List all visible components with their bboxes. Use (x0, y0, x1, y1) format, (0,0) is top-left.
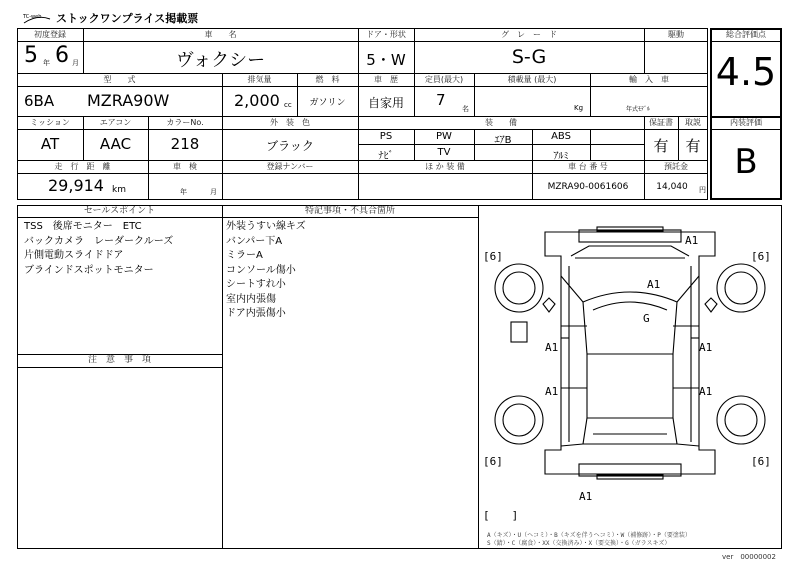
displacement-value: 2,000 (234, 91, 280, 110)
label-load: 積載量 (最大) (507, 75, 557, 84)
year-unit: 年 (43, 59, 50, 67)
list-item: バンパー下A (226, 235, 283, 247)
capacity-value: 7 (436, 91, 446, 109)
corner-mark-front-right: [6] (751, 250, 771, 263)
list-item: TSS 後席モニター ETC (24, 221, 142, 232)
label-color-no: カラーNo. (166, 118, 204, 127)
corner-mark-rear-left: [6] (483, 455, 503, 468)
legend-line-2: S（錆）・C（腐食）・XX（交換済み）・X（要交換）・G（ガラスキズ） (487, 540, 671, 547)
label-use: 車 歴 (374, 75, 398, 84)
version-label: ver 00000002 (722, 553, 776, 561)
color-no-value: 218 (170, 135, 200, 153)
damage-marks (545, 234, 712, 503)
label-manual: 取説 (685, 118, 701, 127)
yen-unit: 円 (699, 186, 706, 194)
list-item: シートすれ小 (226, 279, 286, 290)
diagram-bracket: [ ] (483, 509, 519, 522)
label-interior: 内装評価 (730, 118, 762, 127)
damage-mark: A1 (647, 278, 661, 291)
list-item: ドア内張傷小 (226, 308, 286, 319)
equip-navi: ﾅﾋﾞ (378, 151, 394, 162)
overall-score: 4.5 (715, 50, 777, 94)
label-grade: グ レ ー ド (501, 30, 557, 39)
label-warranty: 保証書 (649, 118, 673, 127)
label-capacity: 定員(最大) (424, 75, 464, 84)
equip-pw: PW (436, 131, 452, 142)
label-import: 輸 入 車 (629, 75, 669, 84)
list-item: 片側電動スライドドア (24, 250, 124, 261)
inspection-month-unit: 月 (210, 188, 217, 196)
equip-abs: ABS (551, 131, 571, 142)
corner-mark-front-left: [6] (483, 250, 503, 263)
label-first-reg: 初度登録 (34, 30, 66, 39)
mission-value: AT (40, 135, 60, 153)
label-mileage: 走 行 距 離 (54, 162, 111, 171)
damage-mark: A1 (545, 385, 559, 398)
label-sales-points: セールスポイント (83, 206, 156, 216)
damage-mark: A1 (579, 490, 593, 503)
equip-airbag: ｴｱB (494, 135, 512, 146)
label-aircon: エアコン (99, 118, 132, 127)
legend-line-1: A（キズ）・U（ヘコミ）・B（キズを伴うヘコミ）・W（補修跡）・P（要塗装） (487, 532, 691, 539)
capacity-unit: 名 (462, 105, 469, 113)
label-notes: 特記事項・不具合箇所 (304, 206, 395, 216)
equip-alloy: ｱﾙﾐ (553, 151, 569, 162)
label-inspection: 車 検 (173, 162, 197, 171)
grade-value: S-G (511, 46, 547, 68)
kg-unit: Kg (574, 104, 584, 112)
label-other-equip: ほ か 装 備 (425, 162, 465, 171)
list-item: ミラーA (226, 250, 263, 261)
cc-unit: cc (284, 101, 292, 109)
first-reg-year: 5 (24, 43, 38, 68)
damage-mark: A1 (699, 385, 713, 398)
vehicle-damage-diagram (479, 206, 781, 548)
corner-mark-rear-right: [6] (751, 455, 771, 468)
equip-ps: PS (379, 131, 393, 142)
use-value: 自家用 (367, 96, 404, 110)
label-mission: ミッション (30, 118, 70, 127)
list-item: コンソール傷小 (226, 264, 296, 276)
interior-score: B (734, 142, 758, 182)
notes-list (226, 220, 306, 322)
damage-mark: A1 (545, 341, 559, 354)
damage-mark: A1 (685, 234, 699, 247)
logo-text: TC-web (23, 14, 42, 20)
label-chassis: 車 台 番 号 (568, 162, 608, 171)
fuel-value: ガソリン (309, 98, 346, 108)
damage-mark: A1 (699, 341, 713, 354)
label-reg-number: 登録ナンバー (266, 162, 314, 171)
model-value: MZRA90W (87, 91, 170, 110)
list-item: 外装うすい線キズ (226, 221, 306, 232)
model-year-label: 年式ﾓﾃﾞﾙ (626, 106, 651, 113)
manual-value: 有 (685, 137, 701, 155)
car-outline (543, 227, 717, 479)
month-unit: 月 (72, 59, 79, 67)
logo (22, 11, 52, 23)
label-equipment: 装 備 (485, 118, 517, 127)
label-fuel: 燃 料 (315, 75, 340, 84)
km-unit: km (112, 185, 126, 195)
list-item: 室内内張傷 (226, 293, 276, 305)
aircon-value: AAC (99, 135, 132, 153)
label-door: ドア・形状 (366, 30, 406, 39)
list-item: バックカメラ レーダークルーズ (24, 235, 174, 247)
damage-mark: G (643, 312, 650, 325)
door-value: 5・W (366, 51, 406, 69)
chassis-value: MZRA90-0061606 (547, 182, 629, 192)
label-car-name: 車 名 (204, 30, 237, 39)
deposit-value: 14,040 (656, 182, 688, 192)
page-title: ストックワンプライス掲載票 (56, 12, 199, 25)
equip-tv: TV (437, 147, 451, 158)
ext-color-value: ブラック (266, 139, 314, 153)
model-prefix: 6BA (24, 92, 55, 110)
inspection-year-unit: 年 (180, 188, 187, 196)
label-deposit: 預託金 (664, 162, 688, 171)
label-overall: 総合評価点 (726, 30, 766, 39)
label-drive: 駆動 (668, 30, 684, 39)
mileage-value: 29,914 (48, 176, 104, 195)
car-name-value: ヴォクシー (175, 50, 266, 71)
sales-points-list (24, 220, 173, 278)
label-model: 型 式 (103, 75, 136, 84)
label-displacement: 排気量 (247, 75, 272, 84)
first-reg-month: 6 (55, 43, 69, 68)
warranty-value: 有 (653, 137, 669, 155)
list-item: ブラインドスポットモニター (24, 264, 154, 276)
label-ext-color: 外 装 色 (270, 118, 310, 127)
label-caution: 注 意 事 項 (87, 355, 151, 365)
